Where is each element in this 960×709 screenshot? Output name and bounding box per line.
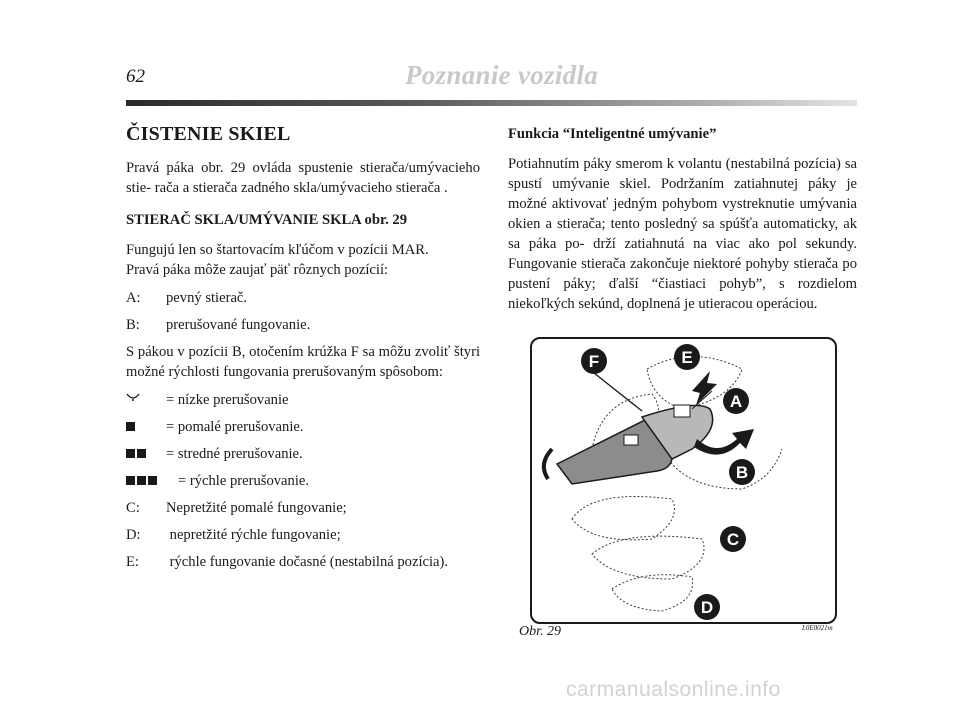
item-a-text: pevný stierač.	[166, 290, 248, 306]
smart-wash-heading: Funkcia “Inteligentné umývanie”	[508, 126, 717, 142]
arrow-e-icon	[692, 371, 717, 405]
label-a: A	[729, 392, 743, 411]
label-b: B	[735, 463, 749, 482]
smart-wash-paragraph: Potiahnutím páky smerom k volantu (nestabilná pozícia) sa spustí umývanie skiel. Podržaním zatiahnutej páky je možné aktivovať jedným pohybom vystreknutie umývania okien a stierača; tento posledný sa spúšťa automaticky, ak sa páka po- drží zatiahnutá na viac ako pol sekundy. Fungovanie stierača zakončuje niektoré pohyby stierača po pustení páky; ďalší “čiastiaci pohyb”, s rozdielom niekoľkých sekúnd, doplnená je utieracou operáciou.	[508, 156, 857, 312]
speed-row-4	[126, 471, 480, 491]
left-column	[126, 124, 480, 579]
two-squares-icon	[126, 444, 166, 464]
speed-4-text: = rýchle prerušovanie.	[178, 473, 310, 489]
speed-row-3	[126, 444, 480, 464]
label-f: F	[588, 352, 600, 371]
page-number: 62	[126, 66, 145, 87]
item-d-label: D:	[126, 527, 141, 543]
speed-row-1	[126, 390, 480, 410]
item-b	[126, 315, 480, 335]
item-c	[126, 498, 480, 518]
item-d-text: nepretžité rýchle fungovanie;	[166, 527, 341, 543]
label-c: C	[726, 530, 740, 549]
item-a	[126, 288, 480, 308]
item-e	[126, 552, 480, 572]
item-e-text: rýchle fungovanie dočasné (nestabilná pozícia).	[166, 554, 449, 570]
figure-caption: Obr. 29	[519, 624, 562, 639]
right-column	[508, 124, 857, 314]
speed-2-text: = pomalé prerušovanie.	[166, 419, 304, 435]
running-title: Poznanie vozidla	[405, 60, 599, 90]
item-c-label: C:	[126, 500, 140, 516]
figure-code: L0E0021m	[802, 624, 833, 632]
one-square-icon	[126, 417, 166, 437]
figure-29	[530, 337, 837, 624]
item-b-text: prerušované fungovanie.	[166, 317, 311, 333]
item-a-label: A:	[126, 290, 141, 306]
label-e: E	[681, 348, 693, 367]
speed-row-2	[126, 417, 480, 437]
ghost-position-d-1	[592, 536, 704, 579]
item-b-label: B:	[126, 317, 140, 333]
intro-paragraph: Pravá páka obr. 29 ovláda spustenie stierača/umývacieho stie- rača a stierača zadného skla/umývacieho stierača .	[126, 160, 480, 196]
speed-1-text: = nízke prerušovanie	[166, 392, 289, 408]
header-rule	[126, 100, 857, 106]
positions-line: Pravá páka môže zaujať päť rôznych pozícií:	[126, 262, 389, 278]
watermark: carmanualsonline.info	[566, 678, 781, 701]
wiper-stalk-illustration	[532, 339, 835, 622]
item-d	[126, 525, 480, 545]
ghost-position-c	[572, 497, 675, 540]
item-e-label: E:	[126, 554, 139, 570]
ghost-position-d-2	[612, 575, 693, 611]
item-c-text: Nepretžité pomalé fungovanie;	[166, 500, 347, 516]
ignition-line: Fungujú len so štartovacím kľúčom v pozícii MAR.	[126, 242, 429, 258]
low-intermittent-icon	[126, 390, 166, 410]
speed-3-text: = stredné prerušovanie.	[166, 446, 303, 462]
label-d: D	[700, 598, 714, 617]
ring-speed-paragraph: S pákou v pozícii B, otočením krúžka F sa môžu zvoliť štyri možné rýchlosti fungovania prerušovaným spôsobom:	[126, 344, 480, 380]
subsection-heading: STIERAČ SKLA/UMÝVANIE SKLA obr. 29	[126, 212, 407, 228]
three-squares-icon	[126, 471, 178, 491]
section-title: ČISTENIE SKIEL	[126, 123, 291, 145]
